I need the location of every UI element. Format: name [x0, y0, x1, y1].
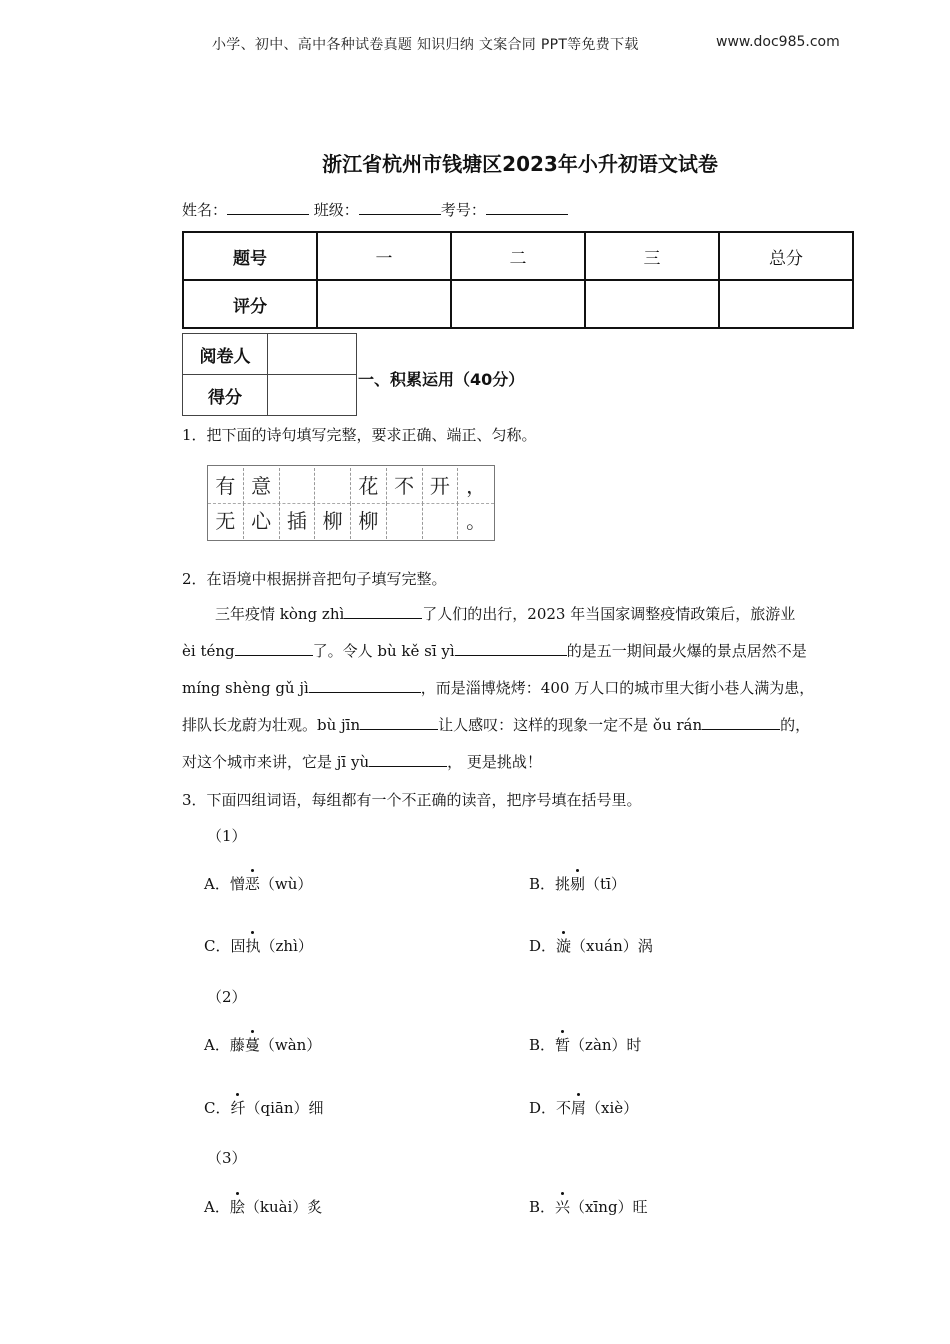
score-table [182, 231, 854, 329]
option-1d[interactable]: D．漩（xuán）涡 [529, 937, 653, 955]
answer-blank[interactable] [455, 640, 567, 656]
question-2: 2．在语境中根据拼音把句子填写完整。 [182, 570, 447, 588]
option-2b[interactable]: B．暂（zàn）时 [529, 1036, 642, 1054]
passage-text: 的是五一期间最火爆的景点居然不是 [566, 642, 807, 660]
grid-cell: 无 [208, 503, 244, 539]
answer-blank[interactable] [235, 640, 313, 656]
passage-text: ，而是淄博烧烤：400 万人口的城市里大街小巷人满为患， [420, 679, 815, 697]
grid-cell: 开 [423, 468, 459, 504]
name-field[interactable] [227, 199, 309, 215]
option-1c[interactable]: C．固执（zhì） [204, 937, 313, 955]
grid-cell[interactable] [280, 468, 316, 504]
score-header-cell: 题号 [183, 232, 317, 280]
answer-blank[interactable] [309, 677, 421, 693]
score-table-score-row [183, 280, 853, 328]
reviewer-label: 阅卷人 [183, 334, 268, 375]
question-2-passage [182, 596, 862, 781]
name-label: 姓名： [182, 201, 228, 219]
reviewer-cell[interactable] [268, 334, 357, 375]
score-header-cell: 三 [585, 232, 719, 280]
answer-blank[interactable] [344, 603, 422, 619]
class-label: 班级： [313, 201, 359, 219]
grid-cell: 插 [280, 503, 316, 539]
score-cell[interactable] [317, 280, 451, 328]
answer-blank[interactable] [369, 751, 447, 767]
grid-cell[interactable] [387, 503, 423, 539]
grid-cell: 柳 [351, 503, 387, 539]
exam-label: 考号： [440, 201, 486, 219]
page-title: 浙江省杭州市钱塘区2023年小升初语文试卷 [322, 152, 718, 176]
passage-text: 对这个城市来讲，它是 jī yù [182, 753, 370, 771]
grader-table [182, 333, 357, 416]
student-info [182, 199, 568, 220]
grid-cell: 花 [351, 468, 387, 504]
grader-score-cell[interactable] [268, 375, 357, 416]
poem-grid-row-1 [208, 468, 494, 504]
score-cell[interactable] [585, 280, 719, 328]
group-label: （1） [207, 827, 247, 845]
header-url[interactable]: www.doc985.com [716, 34, 840, 50]
passage-text: 三年疫情 kòng zhì [215, 605, 345, 623]
group-label: （2） [207, 988, 247, 1006]
grid-cell[interactable] [423, 503, 459, 539]
grid-cell[interactable] [315, 468, 351, 504]
passage-text: 了。令人 bù kě sī yì [312, 642, 455, 660]
option-1a[interactable]: A．憎恶（wù） [204, 875, 313, 893]
passage-text: 的， [780, 716, 811, 734]
option-2a[interactable]: A．藤蔓（wàn） [204, 1036, 322, 1054]
grader-score-label: 得分 [183, 375, 268, 416]
option-1b[interactable]: B．挑剔（tī） [529, 875, 626, 893]
score-header-cell: 总分 [719, 232, 853, 280]
score-cell[interactable] [451, 280, 585, 328]
poem-grid[interactable] [207, 465, 495, 541]
option-2d[interactable]: D．不屑（xiè） [529, 1099, 639, 1117]
header-text: 小学、初中、高中各种试卷真题 知识归纳 文案合同 PPT等免费下载 [212, 37, 639, 53]
grid-cell: 心 [244, 503, 280, 539]
poem-grid-row-2 [208, 503, 494, 539]
passage-text: míng shèng gǔ jì [182, 679, 309, 697]
class-field[interactable] [359, 199, 441, 215]
grid-cell: 不 [387, 468, 423, 504]
grid-cell: ， [466, 474, 487, 498]
passage-text: 让人感叹：这样的现象一定不是 ǒu rán [438, 716, 703, 734]
exam-number-field[interactable] [486, 199, 568, 215]
section-1-title: 一、积累运用（40分） [358, 370, 525, 389]
question-3: 3．下面四组词语，每组都有一个不正确的读音，把序号填在括号里。 [182, 791, 642, 809]
grid-cell: 。 [466, 509, 487, 533]
grid-cell: 有 [208, 468, 244, 504]
passage-text: èi téng [182, 642, 235, 660]
answer-blank[interactable] [360, 714, 438, 730]
score-row-label: 评分 [183, 280, 317, 328]
score-table-header-row [183, 232, 853, 280]
option-2c[interactable]: C．纤（qiān）细 [204, 1099, 324, 1117]
score-cell[interactable] [719, 280, 853, 328]
option-3a[interactable]: A．脍（kuài）炙 [204, 1198, 323, 1216]
option-3b[interactable]: B．兴（xīng）旺 [529, 1198, 648, 1216]
answer-blank[interactable] [702, 714, 780, 730]
score-header-cell: 二 [451, 232, 585, 280]
grid-cell: 柳 [315, 503, 351, 539]
question-1: 1．把下面的诗句填写完整，要求正确、端正、匀称。 [182, 426, 537, 444]
score-header-cell: 一 [317, 232, 451, 280]
group-label: （3） [207, 1149, 247, 1167]
passage-text: 排队长龙蔚为壮观。bù jīn [182, 716, 361, 734]
grid-cell: 意 [244, 468, 280, 504]
passage-text: ， 更是挑战！ [447, 753, 542, 771]
passage-text: 了人们的出行，2023 年当国家调整疫情政策后，旅游业 [422, 605, 796, 623]
